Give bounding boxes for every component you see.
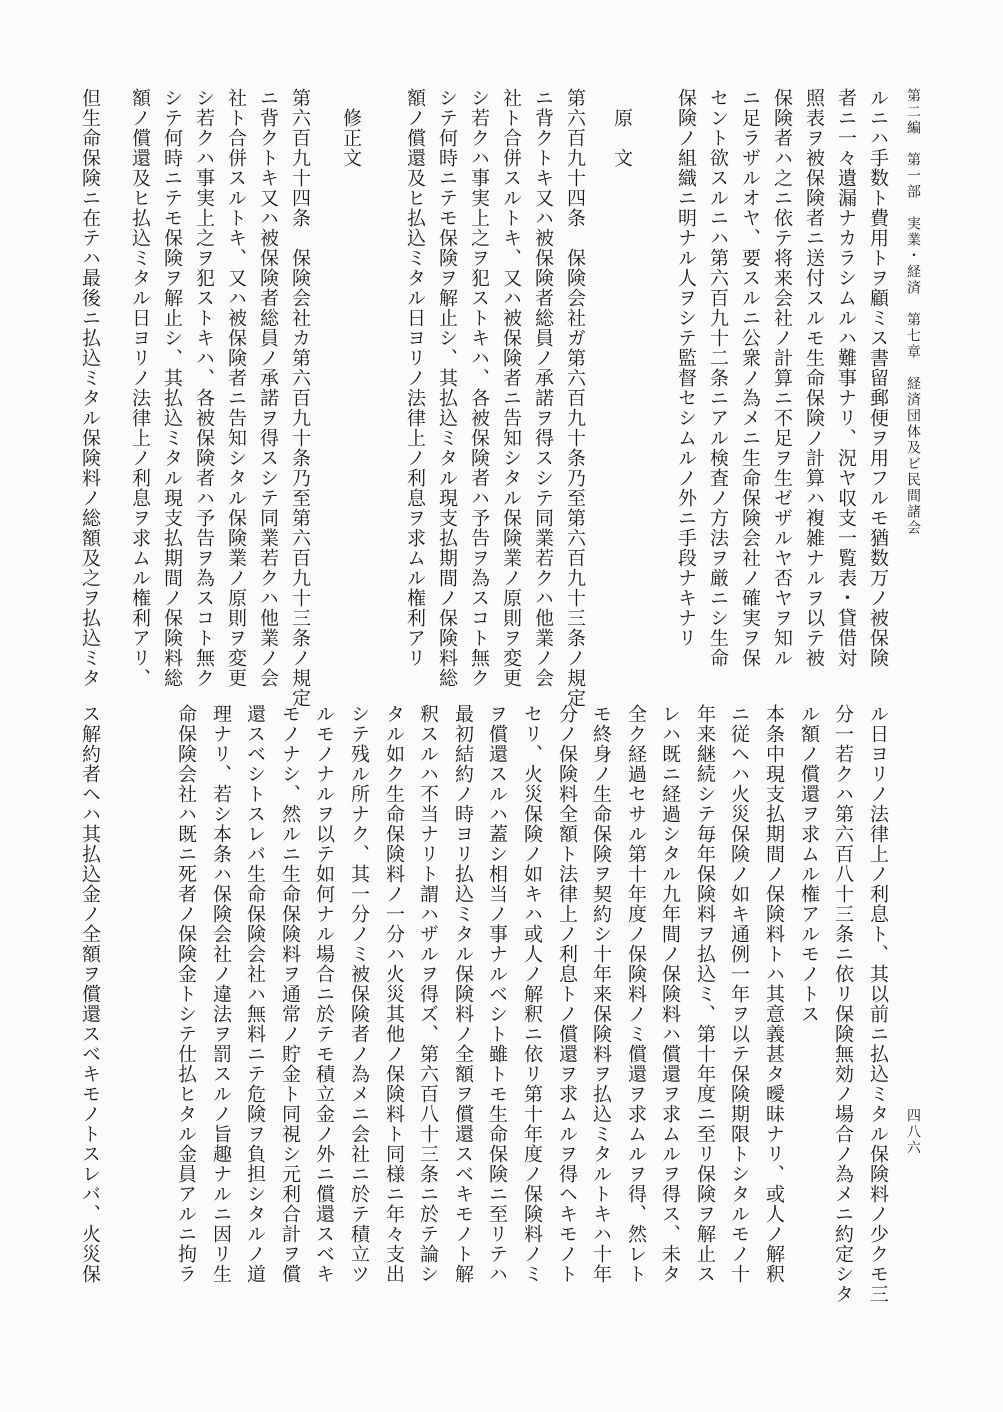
text-line: ニ足ラザルオヤ、要スルニ公衆ノ為メニ生命保険会社ノ確実ヲ保 (739, 88, 761, 668)
text-line: シテ何時ニテモ保険ヲ解止シ、其払込ミタル現支払期間ノ保険料総 (436, 88, 458, 688)
text-line: 還スベシトスレバ生命保険会社ハ無料ニテ危険ヲ負担シタルノ道 (244, 704, 266, 1284)
text-line: 全ク経過セサル第十年度ノ保険料ノミ償還ヲ求ムルヲ得、然レト (625, 704, 647, 1284)
text-line: 分ノ保険料全額ト法律上ノ利息トノ償還ヲ求ムルヲ得ヘキモノト (556, 704, 578, 1284)
text-line: モノナシ、然ルニ生命保険料ヲ通常ノ貯金ト同視シ元利合計ヲ償 (279, 704, 301, 1284)
text-line: ニ背クトキ又ハ被保険者総員ノ承諾ヲ得スシテ同業若クハ他業ノ会 (532, 88, 554, 688)
text-line: 額ノ償還及ヒ払込ミタル日ヨリノ法律上ノ利息ヲ求ムル権利アリ (404, 88, 426, 668)
text-line: 社ト合併スルトキ、又ハ被保険者ニ告知シタル保険業ノ原則ヲ変更 (225, 88, 247, 688)
text-line: シテ何時ニテモ保険ヲ解止シ、其払込ミタル現支払期間ノ保険料総 (161, 88, 183, 688)
text-line: ル額ノ償還ヲ求ムル権アルモノトス (798, 704, 820, 1024)
running-header: 第二編 第一部 実業・経済 第七章 経済団体及ビ民間諸会 (905, 88, 921, 536)
text-line: ルニハ手数ト費用トヲ顧ミス書留郵便ヲ用フルモ猶数万ノ被保険 (867, 88, 889, 668)
text-line: ニ背クトキ又ハ被保険者総員ノ承諾ヲ得スシテ同業若クハ他業ノ会 (257, 88, 279, 688)
text-line: ニ従ヘハ火災保険ノ如キ通例一年ヲ以テ保険期限トシタルモノ十 (728, 704, 750, 1284)
text-line: 分一若クハ第六百八十三条ニ依リ保険無効ノ場合ノ為メニ約定シタ (832, 704, 854, 1304)
text-line: セリ、火災保険ノ如キハ或人ノ解釈ニ依リ第十年度ノ保険料ノミ (521, 704, 543, 1284)
text-line: 理ナリ、若シ本条ハ保険会社ノ違法ヲ罰スルノ旨趣ナルニ因リ生 (210, 704, 232, 1284)
text-line: セント欲スルニハ第六百九十二条ニアル検査ノ方法ヲ厳ニシ生命 (707, 88, 729, 668)
text-line: シ若クハ事実上之ヲ犯ストキハ、各被保険者ハ予告ヲ為スコト無ク (468, 88, 490, 688)
text-line: 照表ヲ被保険者ニ送付スルモ生命保険ノ計算ハ複雑ナルヲ以テ被 (803, 88, 825, 668)
text-line: 者ニ一々遺漏ナカラシムルハ難事ナリ、況ヤ収支一覧表・貸借対 (835, 88, 857, 668)
text-line: ス解約者ヘハ其払込金ノ全額ヲ償還スベキモノトスレバ、火災保 (79, 704, 101, 1284)
section-heading-original: 原 文 (611, 88, 633, 168)
text-line: 釈スルハ不当ナリト謂ハザルヲ得ズ、第六百八十三条ニ於テ論シ (417, 704, 439, 1284)
text-line: 命保険会社ハ既ニ死者ノ保険金トシテ仕払ヒタル金員アルニ拘ラ (175, 704, 197, 1284)
page-number: 四八六 (905, 1108, 921, 1156)
text-line: 保険者ハ之ニ依テ将来会社ノ計算ニ不足ヲ生ゼザルヤ否ヤヲ知ル (771, 88, 793, 668)
text-line: ルモノナルヲ以テ如何ナル場合ニ於テモ積立金ノ外ニ償還スベキ (313, 704, 335, 1284)
section-heading-amended: 修正文 (340, 88, 362, 168)
text-line: 但生命保険ニ在テハ最後ニ払込ミタル保険料ノ総額及之ヲ払込ミタ (79, 88, 101, 688)
text-line: レハ既ニ経過シタル九年間ノ保険料ハ償還ヲ求ムルヲ得ス、未タ (659, 704, 681, 1284)
text-line: 最初結約ノ時ヨリ払込ミタル保険料ノ全額ヲ償還スベキモノト解 (452, 704, 474, 1284)
text-line: ヲ償還スルハ蓋シ相当ノ事ナルベシト雖トモ生命保険ニ至リテハ (486, 704, 508, 1284)
text-line: シテ残ル所ナク、其一分ノミ被保険者ノ為メニ会社ニ於テ積立ツ (348, 704, 370, 1284)
text-line: 第六百九十四条 保険会社カ第六百九十条乃至第六百九十三条ノ規定 (289, 88, 311, 708)
text-line: 年来継続シテ毎年保険料ヲ払込ミ、第十年度ニ至リ保険ヲ解止ス (694, 704, 716, 1284)
text-line: 第六百九十四条 保険会社ガ第六百九十条乃至第六百九十三条ノ規定 (564, 88, 586, 708)
text-line: シ若クハ事実上之ヲ犯ストキハ、各被保険者ハ予告ヲ為スコト無ク (193, 88, 215, 688)
text-line: 保険ノ組織ニ明ナル人ヲシテ監督セシムルノ外ニ手段ナキナリ (675, 88, 697, 648)
text-line: ル日ヨリノ法律上ノ利息ト、其以前ニ払込ミタル保険料ノ少クモ三 (867, 704, 889, 1304)
text-line: 本条中現支払期間ノ保険料トハ其意義甚タ曖昧ナリ、或人ノ解釈 (763, 704, 785, 1284)
text-line: モ終身ノ生命保険ヲ契約シ十年来保険料ヲ払込ミタルトキハ十年 (590, 704, 612, 1284)
text-line: 社ト合併スルトキ、又ハ被保険者ニ告知シタル保険業ノ原則ヲ変更 (500, 88, 522, 688)
text-line: タル如ク生命保険料ノ一分ハ火災其他ノ保険料ト同様ニ年々支出 (383, 704, 405, 1284)
text-line: 額ノ償還及ヒ払込ミタル日ヨリノ法律上ノ利息ヲ求ムル権利アリ、 (129, 88, 151, 688)
